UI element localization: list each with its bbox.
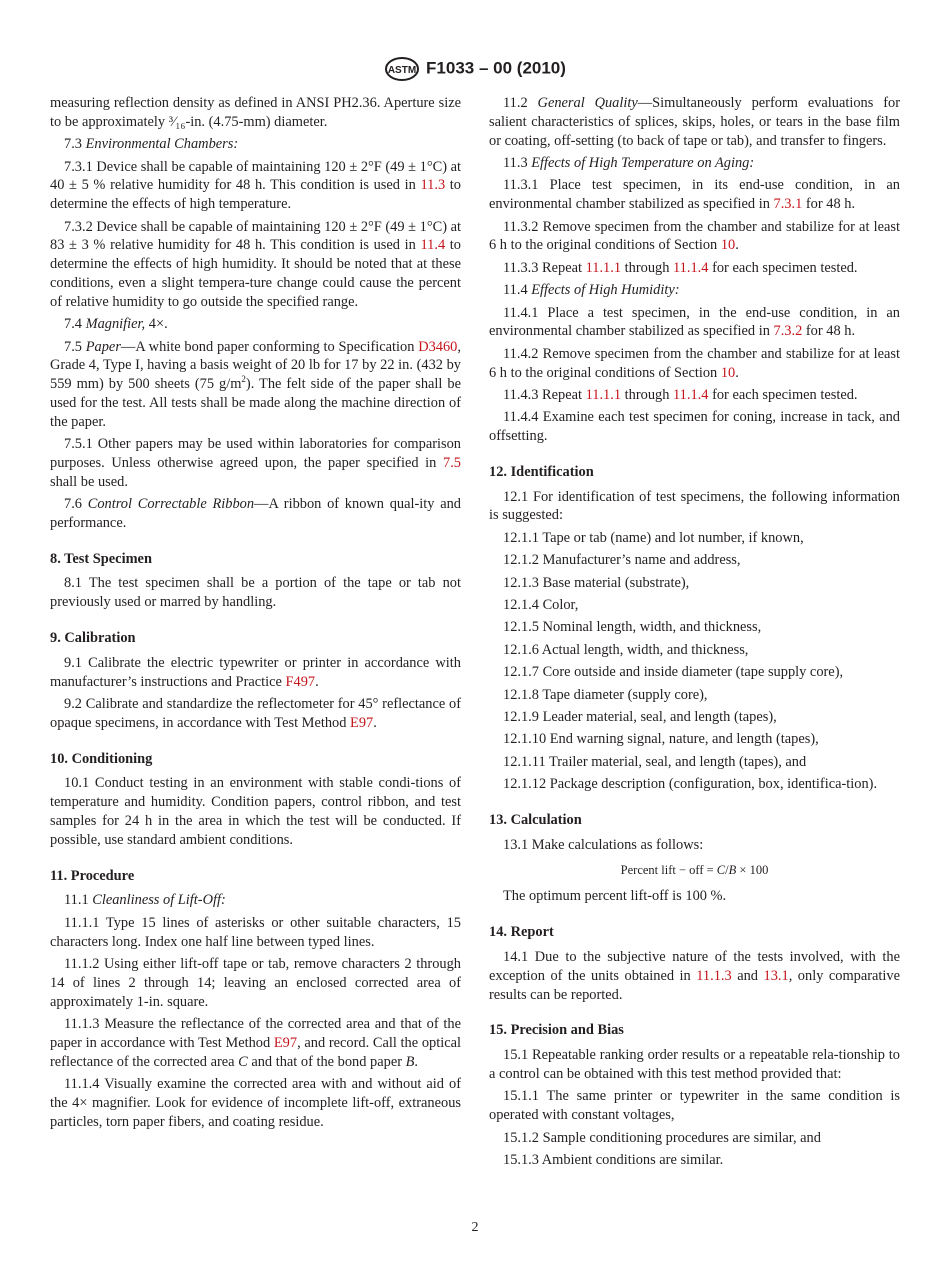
text: , and record. Call the optical reflectance of the corrected area [50,1034,461,1070]
text: . [373,714,377,731]
text: 12.1.9 Leader material, seal, and length (tapes), [503,709,777,725]
text: 11.1.2 Using either lift-off tape or tab, remove characters 2 through 14 of lines 2 through 14; leaving an enclosed corrected area of approximately 1-in. square. [50,956,461,1010]
section-heading [50,629,461,648]
paragraph [50,158,461,214]
paragraph [50,914,461,952]
text: measuring reflection density as defined in ANSI PH2.36. Aperture size to be approximately ³⁄₁₆-in. (4.75-mm) diameter. [50,95,461,130]
paragraph [489,529,900,548]
text: 13. Calculation [489,811,582,828]
paragraph [489,1129,900,1148]
text: 12.1.12 Package description (configuration, box, identifica-tion). [503,776,878,793]
paragraph [489,94,900,150]
section-link[interactable]: 10 [720,237,736,254]
text: for each specimen tested. [708,259,858,276]
paragraph [489,304,900,342]
paragraph [489,408,900,446]
text: 10.1 Conduct testing in an environment with stable condi-tions of temperature and humidity. Condition papers, control ribbon, and test samples for 24 h in the area in which the test will be conducted. If possible, use standard ambient conditions. [50,775,461,848]
section-link[interactable]: E97 [350,714,374,731]
paragraph [489,345,900,383]
text: 11.3.3 Repeat [503,259,586,276]
text: The optimum percent lift-off is 100 %. [503,888,727,905]
section-heading [489,463,900,482]
text: 14.1 Due to the subjective nature of the tests involved, with the exception of the units obtained in [489,948,900,984]
text: 11.1 [64,892,93,909]
text: 7.5 [64,338,86,355]
paragraph [489,386,900,405]
text: 11.3.2 Remove specimen from the chamber and stabilize for at least 6 h to the original conditions of Section [489,218,900,254]
text: 9.2 Calibrate and standardize the reflectometer for 45° reflectance of opaque specimens, in accordance with Test Method [50,696,461,731]
right-column [489,94,900,1173]
text: 15.1 Repeatable ranking order results or a repeatable rela-tionship to a control can be obtained with this test method provided that: [489,1047,900,1082]
text: 11.1.4 Visually examine the corrected area with and without aid of the 4× magnifier. Look for evidence of incomplete lift-off, extraneous particles, torn paper fibers, and coating residue. [50,1075,461,1130]
text: —A white bond paper conforming to Specification [120,338,419,355]
text: . [414,1053,419,1070]
paragraph [489,596,900,615]
paragraph [50,338,461,432]
text: 7.6 [64,496,88,513]
paragraph [489,154,900,173]
italic-text: General Quality [537,95,638,111]
text: 10. Conditioning [50,750,153,767]
text: 11.4.4 Examine each test specimen for coning, increase in tack, and offsetting. [489,409,900,445]
text: 15.1.3 Ambient conditions are similar. [503,1151,724,1168]
italic-text: C [238,1053,248,1070]
section-link[interactable]: 13.1 [763,967,789,984]
text: 11.4.3 Repeat [503,386,586,403]
paragraph [489,1151,900,1170]
text: 4×. [145,316,168,333]
italic-text: Magnifier, [85,316,146,333]
text: to determine the effects of high humidity. It should be noted that at these conditions, even a slight tempera-ture change could cause the percent of relative humidity to go outside the specified range. [50,237,461,310]
text: Percent lift − off = [620,862,717,877]
text: 7.3.2 Device shall be capable of maintaining 120 ± 2°F (49 ± 1°C) at 83 ± 3 % relative humidity for 48 h. This condition is used in [50,218,461,254]
section-link[interactable]: 7.3.1 [773,196,803,213]
paragraph [50,315,461,334]
paragraph [489,618,900,637]
paragraph [489,708,900,727]
paragraph [489,1087,900,1125]
section-link[interactable]: 11.1.4 [673,386,709,403]
paragraph [489,281,900,300]
paragraph [489,259,900,278]
text: 9.1 Calibrate the electric typewriter or printer in accordance with manufacturer’s instructions and Practice [50,654,461,690]
italic-text: B [728,862,737,877]
text: 7.5.1 Other papers may be used within laboratories for comparison purposes. Unless otherwise agreed upon, the paper specified in [50,436,461,471]
section-heading [489,923,900,942]
text: shall be used. [50,473,128,490]
paragraph [50,435,461,491]
superscript: 2 [241,374,246,385]
section-link[interactable]: 7.3.2 [773,323,803,340]
page-header [0,56,950,82]
paragraph [489,948,900,1004]
text: 14. Report [489,924,554,941]
paragraph [489,488,900,526]
italic-text: Effects of High Humidity: [531,282,680,299]
text: 12.1.7 Core outside and inside diameter (tape supply core), [503,664,844,681]
text: 12.1.10 End warning signal, nature, and length (tapes), [503,731,819,748]
section-link[interactable]: 11.1.3 [696,967,732,984]
text: 8. Test Specimen [50,550,152,567]
paragraph [489,663,900,682]
text: for each specimen tested. [708,386,858,403]
section-link[interactable]: E97 [273,1034,298,1051]
text: for 48 h. [802,196,856,213]
paragraph [489,836,900,855]
text: 11.3.1 Place test specimen, in its end-use condition, in an environmental chamber stabilized as specified in [489,177,900,213]
paragraph [489,775,900,794]
text: 11.1.1 Type 15 lines of asterisks or other suitable characters, 15 characters long. Index one half line between typed lines. [50,914,461,950]
section-heading [50,550,461,569]
paragraph [489,218,900,256]
text: 12. Identification [489,463,594,480]
svg-text:ASTM: ASTM [387,65,417,76]
section-link[interactable]: 11.1.1 [585,386,622,403]
text: to determine the effects of high temperature. [50,177,461,213]
italic-text: Environmental Chambers: [85,136,239,153]
text: for 48 h. [802,323,856,340]
text: 7.3 [64,136,86,153]
text: 15. Precision and Bias [489,1022,624,1039]
paragraph [489,551,900,570]
paragraph [50,495,461,533]
paragraph [489,641,900,660]
text: —A ribbon of known qual-ity and performance. [50,496,461,531]
text: through [621,386,674,403]
astm-logo-icon [384,56,420,82]
text: × 100 [736,862,769,877]
text: 7.3.1 Device shall be capable of maintaining 120 ± 2°F (49 ± 1°C) at 40 ± 5 % relative humidity for 48 h. This condition is used in [50,158,461,194]
paragraph [489,176,900,214]
section-link[interactable]: 11.1.4 [673,259,709,276]
paragraph [50,955,461,1011]
section-link[interactable]: 11.4 [420,237,446,254]
text: 12.1 For identification of test specimens, the following information is suggested: [489,488,900,524]
paragraph [50,1015,461,1071]
text: . [315,673,319,690]
section-heading [489,811,900,830]
italic-text: Effects of High Temperature on Aging: [531,154,755,171]
italic-text: Paper [85,338,121,355]
text: 8.1 The test specimen shall be a portion of the tape or tab not previously used or marred by handling. [50,575,461,611]
section-link[interactable]: 7.5 [443,454,461,471]
text: and [731,967,764,984]
paragraph [50,774,461,849]
paragraph [50,695,461,733]
text: 9. Calibration [50,630,136,647]
left-column [50,94,461,1135]
text: 11.3 [503,154,532,171]
italic-text: B [405,1053,415,1070]
text: 15.1.2 Sample conditioning procedures are similar, and [503,1129,821,1146]
text: 12.1.4 Color, [503,597,579,614]
paragraph [50,135,461,154]
text: . [735,364,739,381]
section-link[interactable]: F497 [285,673,316,690]
text: 7.4 [64,316,86,333]
text: 12.1.1 Tape or tab (name) and lot number, if known, [503,529,804,546]
text: 11.4.1 Place a test specimen, in the end-use condition, in an environmental chamber stabilized as specified in [489,304,900,340]
text: 12.1.11 Trailer material, seal, and length (tapes), and [503,753,807,770]
text: 12.1.2 Manufacturer’s name and address, [503,552,741,569]
text: . [735,237,739,254]
italic-text: Cleanliness of Lift-Off: [92,892,226,909]
paragraph [489,1046,900,1084]
text: 12.1.3 Base material (substrate), [503,574,690,591]
text: 11.4.2 Remove specimen from the chamber and stabilize for at least 6 h to the original conditions of Section [489,345,900,381]
text: , only comparative results can be reported. [489,967,901,1003]
paragraph [489,574,900,593]
section-link[interactable]: D3460 [418,338,458,355]
equation [489,861,900,880]
section-link[interactable]: 11.1.1 [585,259,622,276]
paragraph [50,1075,461,1131]
paragraph [489,730,900,749]
paragraph [50,574,461,612]
text: ). The felt side of the paper shall be used for the test. All tests shall be made along the machine direction of the paper. [50,376,461,430]
text: —Simultaneously perform evaluations for salient characteristics of splices, skips, holes, or tears in the base film or coating, off-setting (to back of tape or tab), and transfer to fingers. [489,95,901,149]
paragraph [489,887,900,906]
text: and that of the bond paper [247,1053,406,1070]
text: 11.2 [503,95,538,111]
paragraph [489,686,900,705]
section-heading [50,750,461,769]
paragraph [50,218,461,312]
paragraph [50,94,461,132]
section-link[interactable]: 10 [720,364,736,381]
page-number: 2 [471,1220,479,1235]
text: 12.1.5 Nominal length, width, and thickness, [503,619,762,636]
text: 15.1.1 The same printer or typewriter in the same condition is operated with constant voltages, [489,1088,900,1124]
text: / [725,862,729,877]
document-designation: F1033 – 00 (2010) [426,58,566,78]
text: through [621,259,674,276]
text: 11.4 [503,282,532,299]
paragraph [50,891,461,910]
section-link[interactable]: 11.3 [420,177,446,194]
paragraph [50,654,461,692]
text: 11.1.3 Measure the reflectance of the corrected area and that of the paper in accordance with Test Method [50,1016,461,1051]
text: 11. Procedure [50,867,135,884]
paragraph [489,753,900,772]
text: , Grade 4, Type I, having a basis weight of 20 lb for 17 by 22 in. (432 by 559 mm) by 500 sheets (75 g/m [50,338,461,393]
text: 13.1 Make calculations as follows: [503,836,704,853]
text: 12.1.8 Tape diameter (supply core), [503,686,708,703]
italic-text: Control Correctable Ribbon [87,496,255,513]
text: 12.1.6 Actual length, width, and thickness, [503,641,749,658]
section-heading [489,1021,900,1040]
section-heading [50,867,461,886]
italic-text: C [716,862,726,877]
